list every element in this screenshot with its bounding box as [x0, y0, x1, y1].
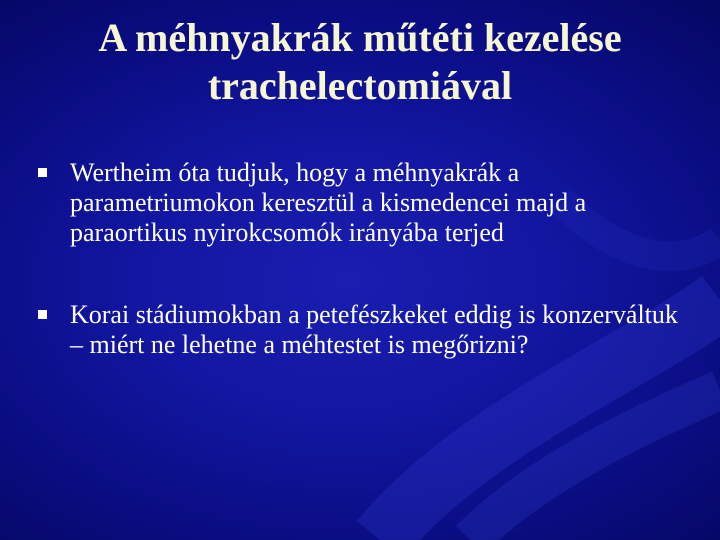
bullet-item-2	[38, 300, 678, 360]
bullet-text-2: Korai stádiumokban a petefészkeket eddig is konzerváltuk – miért ne lehetne a méhtestet is megőrizni?	[70, 300, 678, 359]
swirl-arc-2	[470, 390, 720, 540]
square-bullet-icon	[38, 168, 47, 177]
bullet-item-1	[38, 158, 678, 248]
bullet-text-1: Wertheim óta tudjuk, hogy a méhnyakrák a parametriumokon keresztül a kismedencei majd a paraortikus nyirokcsomók irányába terjed	[70, 158, 587, 247]
slide-title	[40, 14, 680, 110]
title-line-2: trachelectomiával	[207, 63, 513, 108]
square-bullet-icon	[38, 310, 47, 319]
bullet-list	[38, 158, 678, 360]
title-line-1: A méhnyakrák műtéti kezelése	[98, 15, 622, 60]
